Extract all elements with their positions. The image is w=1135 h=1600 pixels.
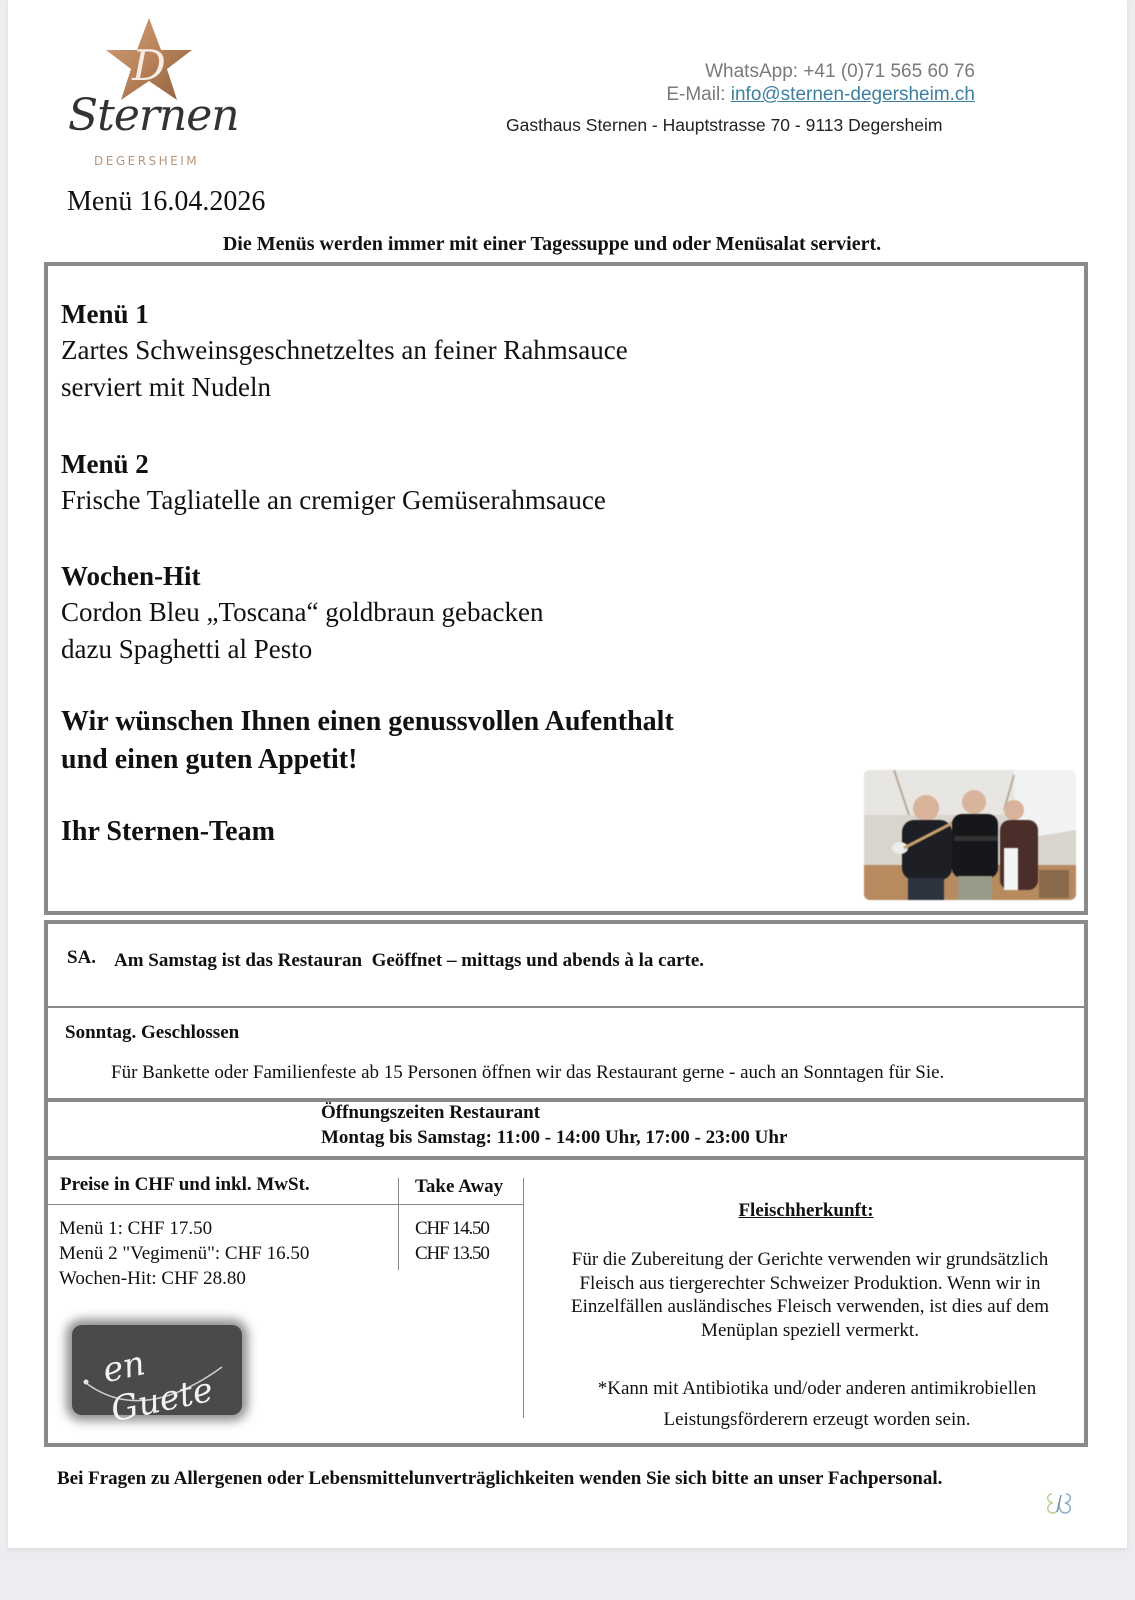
opening-hours-title: Öffnungszeiten Restaurant [321,1102,541,1123]
dish-menu-2 [61,446,606,519]
sunday-title: Sonntag. Geschlossen [65,1022,240,1043]
info-box [44,920,1088,1447]
price-list [59,1216,309,1291]
allergen-note: Bei Fragen zu Allergenen oder Lebensmittelunverträglichkeiten wenden Sie sich bitte an unser Fachpersonal. [57,1468,943,1489]
team-photo [864,770,1076,900]
sunday-text: Für Bankette oder Familienfeste ab 15 Personen öffnen wir das Restaurant gerne - auch an Sonntagen für Sie. [111,1062,945,1083]
contact-block [666,60,975,106]
email-line [666,83,975,106]
email-label: E-Mail: [666,84,726,105]
dish-title: Menü 1 [61,299,149,329]
address: Gasthaus Sternen - Hauptstrasse 70 - 9113 Degersheim [506,115,943,135]
team-signature: Ihr Sternen-Team [61,816,275,847]
dish-title: Wochen-Hit [61,561,201,591]
en-guete-badge [72,1325,242,1431]
takeaway-price: CHF 14.50 [415,1218,489,1239]
sternen-logo [64,14,239,174]
meat-origin-text: Für die Zubereitung der Gerichte verwenden wir grundsätzlich Fleisch aus tiergerechter Schweizer Produktion. Wenn wir in Einzelfällen ausländisches Fleisch verwenden, ist dies auf dem Menüplan speziell vermerkt. [570,1249,1049,1341]
dish-title: Menü 2 [61,449,149,479]
logo-location: DEGERSHEIM [94,154,200,168]
price-item: Menü 1: CHF 17.50 [59,1218,213,1239]
menu-box [44,262,1088,915]
dish-menu-1 [61,296,628,406]
intro-text: Die Menüs werden immer mit einer Tagessuppe und oder Menüsalat serviert. [222,233,882,255]
en-guete-text: en Guete [99,1343,217,1431]
dish-description: Frische Tagliatelle an cremiger Gemüserahmsauce [61,485,606,515]
table-divider [48,1204,524,1205]
saturday-row [48,924,1084,1008]
saturday-text: Am Samstag ist das Restauran Geöffnet – mittags und abends à la carte. [114,950,705,971]
dish-description: dazu Spaghetti al Pesto [61,634,313,664]
whatsapp-number: WhatsApp: +41 (0)71 565 60 76 [705,61,975,82]
takeaway-header: Take Away [415,1176,504,1197]
price-item: Menü 2 "Vegimenü": CHF 16.50 [59,1243,310,1264]
meat-note-line-2: Leistungsförderern erzeugt worden sein. [663,1409,971,1430]
dish-wochen-hit [61,558,543,668]
closing-line-2: und einen guten Appetit! [61,744,358,775]
table-divider [398,1178,399,1270]
opening-hours-text: Montag bis Samstag: 11:00 - 14:00 Uhr, 17:00 - 23:00 Uhr [321,1127,788,1148]
meat-origin-title: Fleischherkunft: [738,1200,874,1221]
email-link[interactable]: info@sternen-degersheim.ch [730,84,975,105]
closing-message [61,703,674,779]
opening-hours-row [48,1102,1084,1160]
team-photo-image [864,770,1076,900]
menu-sheet [8,0,1127,1548]
svg-text:D: D [132,41,166,90]
price-item: Wochen-Hit: CHF 28.80 [59,1268,246,1289]
meat-note-line-1: *Kann mit Antibiotika und/oder anderen antimikrobiellen [597,1378,1037,1399]
sunday-row [48,1008,1084,1102]
dish-description: Zartes Schweinsgeschnetzeltes an feiner Rahmsauce [61,335,628,365]
saturday-tag: SA. [67,947,97,968]
logo-brand-name: Sternen [68,90,239,141]
dish-description: Cordon Bleu „Toscana“ goldbraun gebacken [61,597,544,627]
menu-date: Menü 16.04.2026 [67,186,266,217]
closing-line-1: Wir wünschen Ihnen einen genussvollen Aufenthalt [61,706,674,737]
dish-description: serviert mit Nudeln [61,372,271,402]
meat-origin-note [524,1373,1110,1435]
takeaway-price: CHF 13.50 [415,1243,489,1264]
takeaway-price-list [415,1216,489,1266]
corner-logo-icon [1044,1488,1074,1518]
prices-header: Preise in CHF und inkl. MwSt. [60,1174,310,1195]
